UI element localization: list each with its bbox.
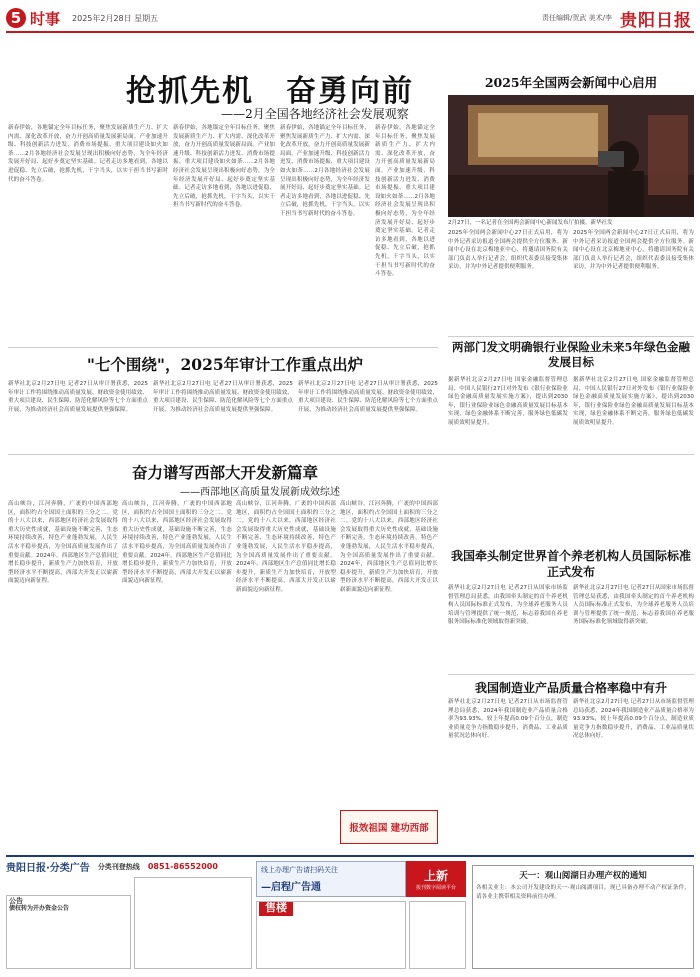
divider <box>448 674 694 675</box>
west-banner-text: 报效祖国 建功西部 <box>349 823 429 834</box>
editor-credit: 责任编辑/贺武 美术/李 <box>542 14 612 22</box>
intl-title: 我国牵头制定世界首个养老机构人员国际标准正式发布 <box>450 549 691 579</box>
npc-photo <box>448 95 694 217</box>
page-header-right <box>542 6 692 30</box>
notice-cell <box>6 895 131 969</box>
west-banner <box>340 810 438 844</box>
finance-body-col2: 据新华社北京2月27日电 国家金融监督管理总局、中国人民银行27日对外发布《银行业保险业绿色金融高质量发展实施方案》，提出到2030年，银行业保险业绿色金融高质量发展目标基本实现，绿色金融体系不断完善，服务绿色低碳发展质效明显提升。 <box>573 377 694 426</box>
npc-body-col1: 2025年全国两会新闻中心27日正式启用，将为中外记者采访报道全国两会提供全方位服务。新闻中心设在北京梅地亚中心，将邀请国务院有关部门负责人举行记者会，组织代表委员接受集体采访，并为中外记者提供便利服务。 <box>448 230 568 271</box>
lead-body-col2: 新春伊始，各地锚定全年目标任务，聚焦发展新质生产力、扩大内需、深化改革开放，奋力开创高质量发展新局面。产业加速升级、科技创新活力迸发、消费市场提振、重大项目建设如火如荼……2月各地经济社会发展呈现出积极向好态势，为全年经济发展开好局、起好步奠定坚实基础。记者走访多地看到，各地以进促稳、先立后破，抢抓先机，干字当头，以实干担当书写新时代的奋斗答卷。 <box>173 125 275 209</box>
ads-brand: 贵阳日报·分类广告 <box>6 863 90 874</box>
new-label: 上新 <box>423 869 448 883</box>
lead-body-col3: 新春伊始，各地锚定全年目标任务，聚焦发展新质生产力、扩大内需、深化改革开放，奋力开创高质量发展新局面。产业加速升级、科技创新活力迸发、消费市场提振、重大项目建设如火如荼……2月各地经济社会发展呈现出积极向好态势，为全年经济发展开好局、起好步奠定坚实基础。记者走访多地看到，各地以进促稳、先立后破，抢抓先机，干字当头，以实干担当书写新时代的奋斗答卷。 <box>280 125 370 217</box>
promo-sub: —启程广告通 <box>261 882 321 893</box>
column-notice <box>472 865 694 969</box>
finance-title: 两部门发文明确银行业保险业未来5年绿色金融发展目标 <box>452 340 690 369</box>
npc-title: 2025年全国两会新闻中心启用 <box>484 75 658 90</box>
column-title: 天一：观山阅湖日办理产权的通知 <box>519 871 647 881</box>
west-title: 奋力谱写西部大开发新篇章 <box>131 463 318 482</box>
classified-ads <box>6 855 694 971</box>
column-body: 各相关业主：本公司开发建设的天一·观山阅湖项目，现已具备办理不动产权证条件，请各业主携带相关资料前往办理。 <box>476 885 690 900</box>
lead-subheadline: ——2月全国各地经济社会发展观察 <box>221 107 409 121</box>
masthead-logo: 贵阳日报 <box>620 10 692 31</box>
hotline-label: 分类刊登热线 <box>97 862 140 871</box>
new-sub: 报刊数字阅读平台 <box>415 885 456 891</box>
npc-caption: 2月27日，一名记者在全国两会新闻中心新闻发布厅拍摄。新华社发 <box>448 220 613 226</box>
divider <box>8 454 694 455</box>
audit-body-col2: 新华社北京2月27日电 记者27日从审计署获悉，2025年审计工作将围绕推动高质量发展、财政资金使用绩效、重大项目建设、民生保障、防范化解风险等七个方面重点开展，为推动经济社会高质量发展提供坚强保障。 <box>153 381 293 413</box>
lead-body-col1: 新春伊始，各地锚定全年目标任务，聚焦发展新质生产力、扩大内需、深化改革开放，奋力开创高质量发展新局面。产业加速升级、科技创新活力迸发、消费市场提振、重大项目建设如火如荼……2月各地经济社会发展呈现出积极向好态势，为全年经济发展开好局、起好步奠定坚实基础。记者走访多地看到，各地以进促稳、先立后破，抢抓先机，干字当头，以实干担当书写新时代的奋斗答卷。 <box>8 125 168 183</box>
audit-body-col3: 新华社北京2月27日电 记者27日从审计署获悉，2025年审计工作将围绕推动高质量发展、财政资金使用绩效、重大项目建设、民生保障、防范化解风险等七个方面重点开展，为推动经济社会高质量发展提供坚强保障。 <box>298 381 438 413</box>
section-title: 时事 <box>30 9 61 28</box>
npc-photo-illustration <box>448 95 694 217</box>
ad-cell <box>256 901 406 969</box>
audit-body-col1: 新华社北京2月27日电 记者27日从审计署获悉，2025年审计工作将围绕推动高质量发展、财政资金使用绩效、重大项目建设、民生保障、防范化解风险等七个方面重点开展，为推动经济社会高质量发展提供坚强保障。 <box>8 381 148 413</box>
finance-body-col1: 据新华社北京2月27日电 国家金融监督管理总局、中国人民银行27日对外发布《银行业保险业绿色金融高质量发展实施方案》，提出到2030年，银行业保险业绿色金融高质量发展目标基本实现，绿色金融体系不断完善，服务绿色低碳发展质效明显提升。 <box>448 377 568 426</box>
promo-text: 线上办理广告请扫码关注 <box>261 866 338 874</box>
west-body-col1: 高山峡谷，江河奔腾，广袤的中国西部地区，面积约占全国国土面积的三分之二。党的十八大以来，西部地区经济社会发展取得重大历史性成就，基础设施不断完善，生态环境持续改善，特色产业蓬勃发展，人民生活水平稳步提高，为全国高质量发展作出了重要贡献。2024年，西部地区生产总值同比增长稳步提升，新质生产力加快培育，开放型经济水平不断提高，西部大开发正以崭新面貌迈向新征程。 <box>8 501 118 585</box>
divider <box>448 336 694 337</box>
npc-body-col2: 2025年全国两会新闻中心27日正式启用，将为中外记者采访报道全国两会提供全方位服务。新闻中心设在北京梅地亚中心，将邀请国务院有关部门负责人举行记者会，组织代表委员接受集体采访，并为中外记者提供便利服务。 <box>573 230 694 271</box>
page-header-left <box>6 6 158 30</box>
issue-date: 2025年2月28日 星期五 <box>72 13 159 23</box>
new-badge[interactable] <box>406 861 466 897</box>
sale-badge: 售楼 <box>259 901 293 916</box>
hotline-number[interactable]: 0851-86552000 <box>147 862 218 871</box>
notice-title: 公告 <box>9 897 23 905</box>
promo-box[interactable] <box>256 861 406 897</box>
ad-cell <box>409 901 466 969</box>
ad-cell <box>134 877 252 969</box>
page-number: 5 <box>6 8 26 28</box>
west-subtitle: ——西部地区高质量发展新成效综述 <box>180 487 340 498</box>
west-body-col3: 高山峡谷，江河奔腾，广袤的中国西部地区，面积约占全国国土面积的三分之二。党的十八大以来，西部地区经济社会发展取得重大历史性成就，基础设施不断完善，生态环境持续改善，特色产业蓬勃发展，人民生活水平稳步提高，为全国高质量发展作出了重要贡献。2024年，西部地区生产总值同比增长稳步提升，新质生产力加快培育，开放型经济水平不断提高，西部大开发正以崭新面貌迈向新征程。 <box>236 501 336 593</box>
header-rule <box>6 31 694 33</box>
divider <box>8 347 438 348</box>
quality-title: 我国制造业产品质量合格率稳中有升 <box>474 681 667 695</box>
ads-header <box>6 859 218 874</box>
intl-body-col1: 新华社北京2月27日电 记者27日从国家市场监督管理总局获悉，由我国牵头制定的首个养老机构人员国际标准正式发布，为全球养老服务人员培训与管理提供了统一规范，标志着我国在养老服务国际标准化领域取得新突破。 <box>448 585 568 626</box>
west-body-col4: 高山峡谷，江河奔腾，广袤的中国西部地区，面积约占全国国土面积的三分之二。党的十八大以来，西部地区经济社会发展取得重大历史性成就，基础设施不断完善，生态环境持续改善，特色产业蓬勃发展，人民生活水平稳步提高，为全国高质量发展作出了重要贡献。2024年，西部地区生产总值同比增长稳步提升，新质生产力加快培育，开放型经济水平不断提高，西部大开发正以崭新面貌迈向新征程。 <box>340 501 438 593</box>
quality-body-col2: 新华社北京2月27日电 记者27日从市场监督管理总局获悉，2024年我国制造业产品质量合格率为93.93%，较上年提高0.09个百分点，制造业质量竞争力指数稳步提升，消费品、工业品质量状况总体向好。 <box>573 699 694 740</box>
lead-body-col4: 新春伊始，各地锚定全年目标任务，聚焦发展新质生产力、扩大内需、深化改革开放，奋力开创高质量发展新局面。产业加速升级、科技创新活力迸发、消费市场提振、重大项目建设如火如荼……2月各地经济社会发展呈现出积极向好态势，为全年经济发展开好局、起好步奠定坚实基础。记者走访多地看到，各地以进促稳、先立后破，抢抓先机，干字当头，以实干担当书写新时代的奋斗答卷。 <box>375 125 435 278</box>
west-body-col2: 高山峡谷，江河奔腾，广袤的中国西部地区，面积约占全国国土面积的三分之二。党的十八大以来，西部地区经济社会发展取得重大历史性成就，基础设施不断完善，生态环境持续改善，特色产业蓬勃发展，人民生活水平稳步提高，为全国高质量发展作出了重要贡献。2024年，西部地区生产总值同比增长稳步提升，新质生产力加快培育，开放型经济水平不断提高，西部大开发正以崭新面貌迈向新征程。 <box>122 501 232 585</box>
lead-headline: 抢抓先机 奋勇向前 <box>126 74 414 109</box>
intl-body-col2: 新华社北京2月27日电 记者27日从国家市场监督管理总局获悉，由我国牵头制定的首个养老机构人员国际标准正式发布，为全球养老服务人员培训与管理提供了统一规范，标志着我国在养老服务国际标准化领域取得新突破。 <box>573 585 694 626</box>
notice-item: 债权转为开办资金公告 <box>9 905 70 912</box>
quality-body-col1: 新华社北京2月27日电 记者27日从市场监督管理总局获悉，2024年我国制造业产品质量合格率为93.93%，较上年提高0.09个百分点，制造业质量竞争力指数稳步提升，消费品、工业品质量状况总体向好。 <box>448 699 568 740</box>
audit-title: "七个围绕"，2025年审计工作重点出炉 <box>86 355 364 374</box>
